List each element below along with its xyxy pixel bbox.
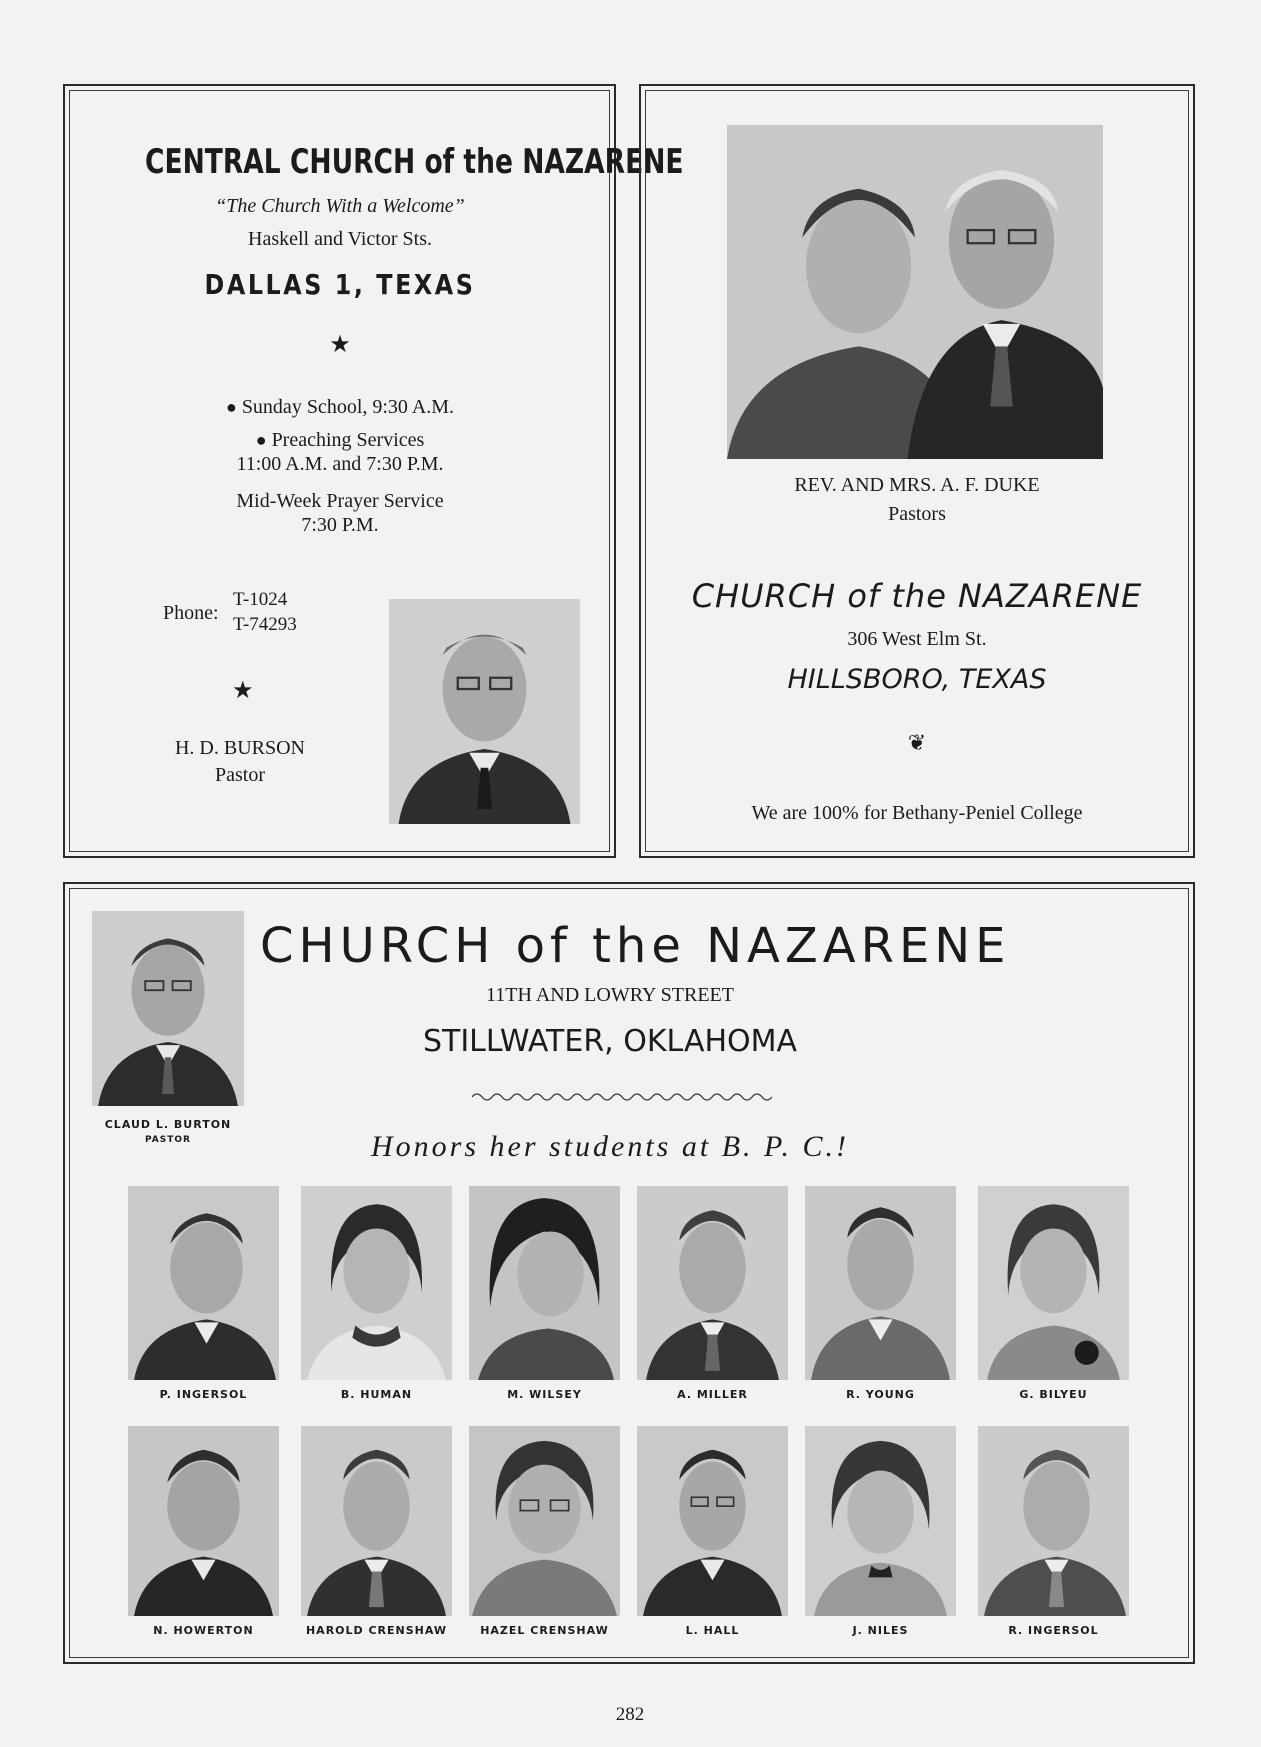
student-name: L. HALL — [685, 1624, 740, 1637]
student-photo — [978, 1186, 1129, 1380]
student-name: HAZEL CRENSHAW — [480, 1624, 609, 1637]
pastor-burson-photo — [389, 599, 580, 824]
stillwater-pastor-name: CLAUD L. BURTON — [104, 1118, 232, 1131]
student-name: M. WILSEY — [507, 1388, 582, 1401]
dallas-church-name: CENTRAL CHURCH of the NAZARENE — [145, 142, 684, 182]
dallas-phone-2: T-74293 — [233, 614, 297, 635]
dallas-phone-1: T-1024 — [233, 589, 288, 610]
dallas-preaching-times: 11:00 A.M. and 7:30 P.M. — [236, 453, 444, 475]
student-photo — [805, 1426, 956, 1616]
stillwater-pastor-title: PASTOR — [145, 1135, 191, 1145]
stillwater-church-name: CHURCH of the NAZARENE — [260, 918, 1011, 974]
dallas-midweek-time: 7:30 P.M. — [301, 514, 379, 536]
pastors-duke-photo — [727, 125, 1103, 459]
hillsboro-city: HILLSBORO, TEXAS — [787, 664, 1047, 695]
dallas-address: Haskell and Victor Sts. — [248, 228, 432, 250]
page-number: 282 — [615, 1704, 645, 1725]
dallas-sunday-school — [90, 396, 590, 419]
wavy-divider — [472, 1090, 772, 1102]
dallas-midweek-label: Mid-Week Prayer Service — [236, 490, 444, 512]
hillsboro-pastors-title: Pastors — [888, 503, 946, 525]
hillsboro-church-name: CHURCH of the NAZARENE — [691, 577, 1143, 615]
student-name: R. YOUNG — [846, 1388, 915, 1401]
star-icon: ★ — [232, 678, 254, 704]
student-name: A. MILLER — [677, 1388, 748, 1401]
dallas-preaching-label: Preaching Services — [271, 429, 425, 451]
bullet-icon: ● — [255, 430, 267, 450]
dallas-pastor-name: H. D. BURSON — [174, 737, 306, 759]
student-photo — [301, 1186, 452, 1380]
student-name: B. HUMAN — [340, 1388, 413, 1401]
stillwater-address: 11TH AND LOWRY STREET — [486, 984, 734, 1006]
student-photo — [469, 1186, 620, 1380]
bullet-icon: ● — [225, 397, 237, 417]
star-icon: ★ — [329, 332, 351, 358]
student-name: N. HOWERTON — [153, 1624, 254, 1637]
hillsboro-pastors-names: REV. AND MRS. A. F. DUKE — [794, 474, 1040, 496]
student-photo — [469, 1426, 620, 1616]
student-name: G. BILYEU — [1019, 1388, 1088, 1401]
student-name: HAROLD CRENSHAW — [305, 1624, 448, 1637]
student-name: J. NILES — [852, 1624, 909, 1637]
student-name: R. INGERSOL — [1008, 1624, 1099, 1637]
stillwater-honors-line: Honors her students at B. P. C.! — [371, 1130, 849, 1163]
dallas-city: DALLAS 1, TEXAS — [204, 268, 476, 301]
student-photo — [128, 1186, 279, 1380]
dallas-preaching — [90, 429, 590, 452]
student-photo — [128, 1426, 279, 1616]
dallas-phone-label: Phone: — [163, 602, 219, 624]
ornament-icon: ❦ — [907, 730, 927, 755]
stillwater-city: STILLWATER, OKLAHOMA — [422, 1024, 798, 1059]
dallas-sunday-school-text: Sunday School, 9:30 A.M. — [241, 396, 455, 418]
student-photo — [805, 1186, 956, 1380]
dallas-pastor-title: Pastor — [215, 764, 265, 786]
student-photo — [978, 1426, 1129, 1616]
student-photo — [301, 1426, 452, 1616]
hillsboro-address: 306 West Elm St. — [847, 628, 987, 650]
pastor-burton-photo — [92, 911, 244, 1106]
student-photo — [637, 1186, 788, 1380]
student-photo — [637, 1426, 788, 1616]
dallas-slogan: “The Church With a Welcome” — [215, 195, 465, 217]
student-name: P. INGERSOL — [159, 1388, 248, 1401]
hillsboro-support-note: We are 100% for Bethany-Peniel College — [751, 802, 1083, 824]
